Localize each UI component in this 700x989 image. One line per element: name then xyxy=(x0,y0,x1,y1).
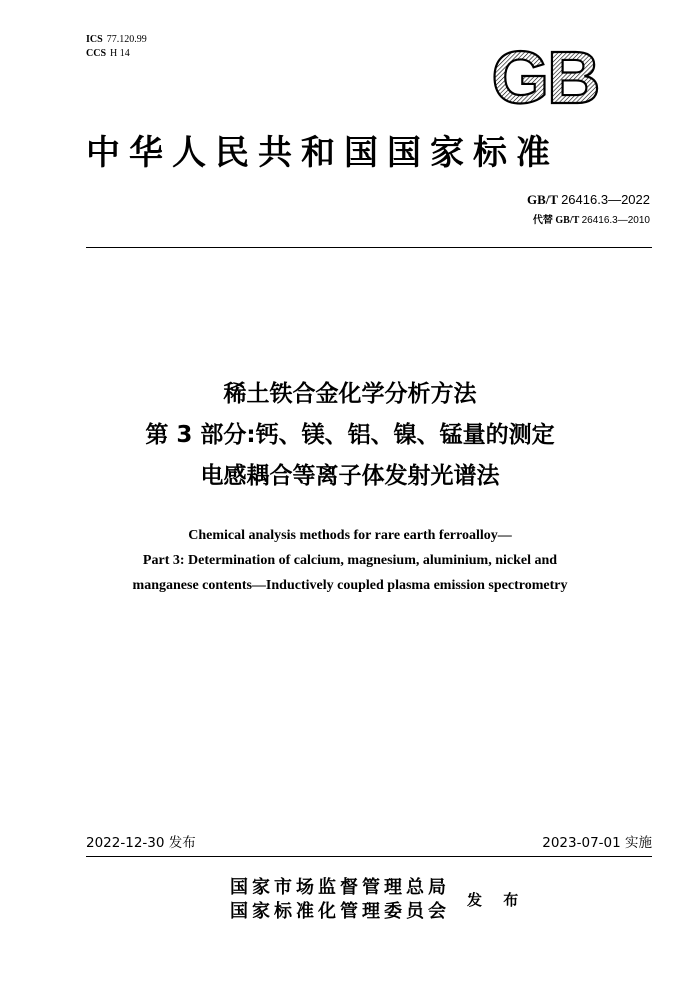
ccs-value: H 14 xyxy=(110,48,130,59)
ccs-code xyxy=(86,47,147,61)
footer-divider xyxy=(86,856,652,857)
ics-label: ICS xyxy=(86,34,103,45)
english-title-line-3: manganese contents—Inductively coupled plasma emission spectrometry xyxy=(132,578,568,593)
standard-number-block xyxy=(527,191,650,229)
gb-logo xyxy=(473,44,617,110)
replaces-standard xyxy=(527,213,650,229)
chinese-title-line-3: 电感耦合等离子体发射光谱法 xyxy=(200,463,500,489)
standard-category-title: 中华人民共和国国家标准 xyxy=(86,133,559,173)
issue-date: 2022-12-30 发布 xyxy=(86,835,196,851)
english-title xyxy=(0,523,700,598)
replaces-number: 26416.3—2010 xyxy=(581,215,650,226)
ccs-label: CCS xyxy=(86,48,107,59)
issuing-authorities xyxy=(230,876,450,924)
ics-value: 77.120.99 xyxy=(106,34,147,45)
implementation-date: 2023-07-01 实施 xyxy=(542,835,652,851)
gb-logo-text: GB xyxy=(491,44,599,110)
standard-number xyxy=(527,191,650,209)
issue-action-label: 发 布 xyxy=(467,891,527,909)
ics-code xyxy=(86,33,147,47)
chinese-title-line-2: 第 3 部分:钙、镁、铝、镍、锰量的测定 xyxy=(145,422,555,448)
chinese-title-line-1: 稀土铁合金化学分析方法 xyxy=(223,381,477,407)
standard-number-prefix: GB/T xyxy=(526,192,558,207)
header-divider xyxy=(86,247,652,248)
classification-codes xyxy=(86,33,147,61)
chinese-title xyxy=(0,374,700,497)
replaces-prefix: 代替 GB/T xyxy=(532,215,580,226)
issuer-line-1: 国家市场监督管理总局 xyxy=(230,877,450,898)
english-title-line-2: Part 3: Determination of calcium, magnesium, aluminium, nickel and xyxy=(142,553,558,568)
standard-number-value: 26416.3—2022 xyxy=(561,192,650,207)
english-title-line-1: Chemical analysis methods for rare earth ferroalloy— xyxy=(188,528,512,543)
issuer-line-2: 国家标准化管理委员会 xyxy=(230,901,450,922)
